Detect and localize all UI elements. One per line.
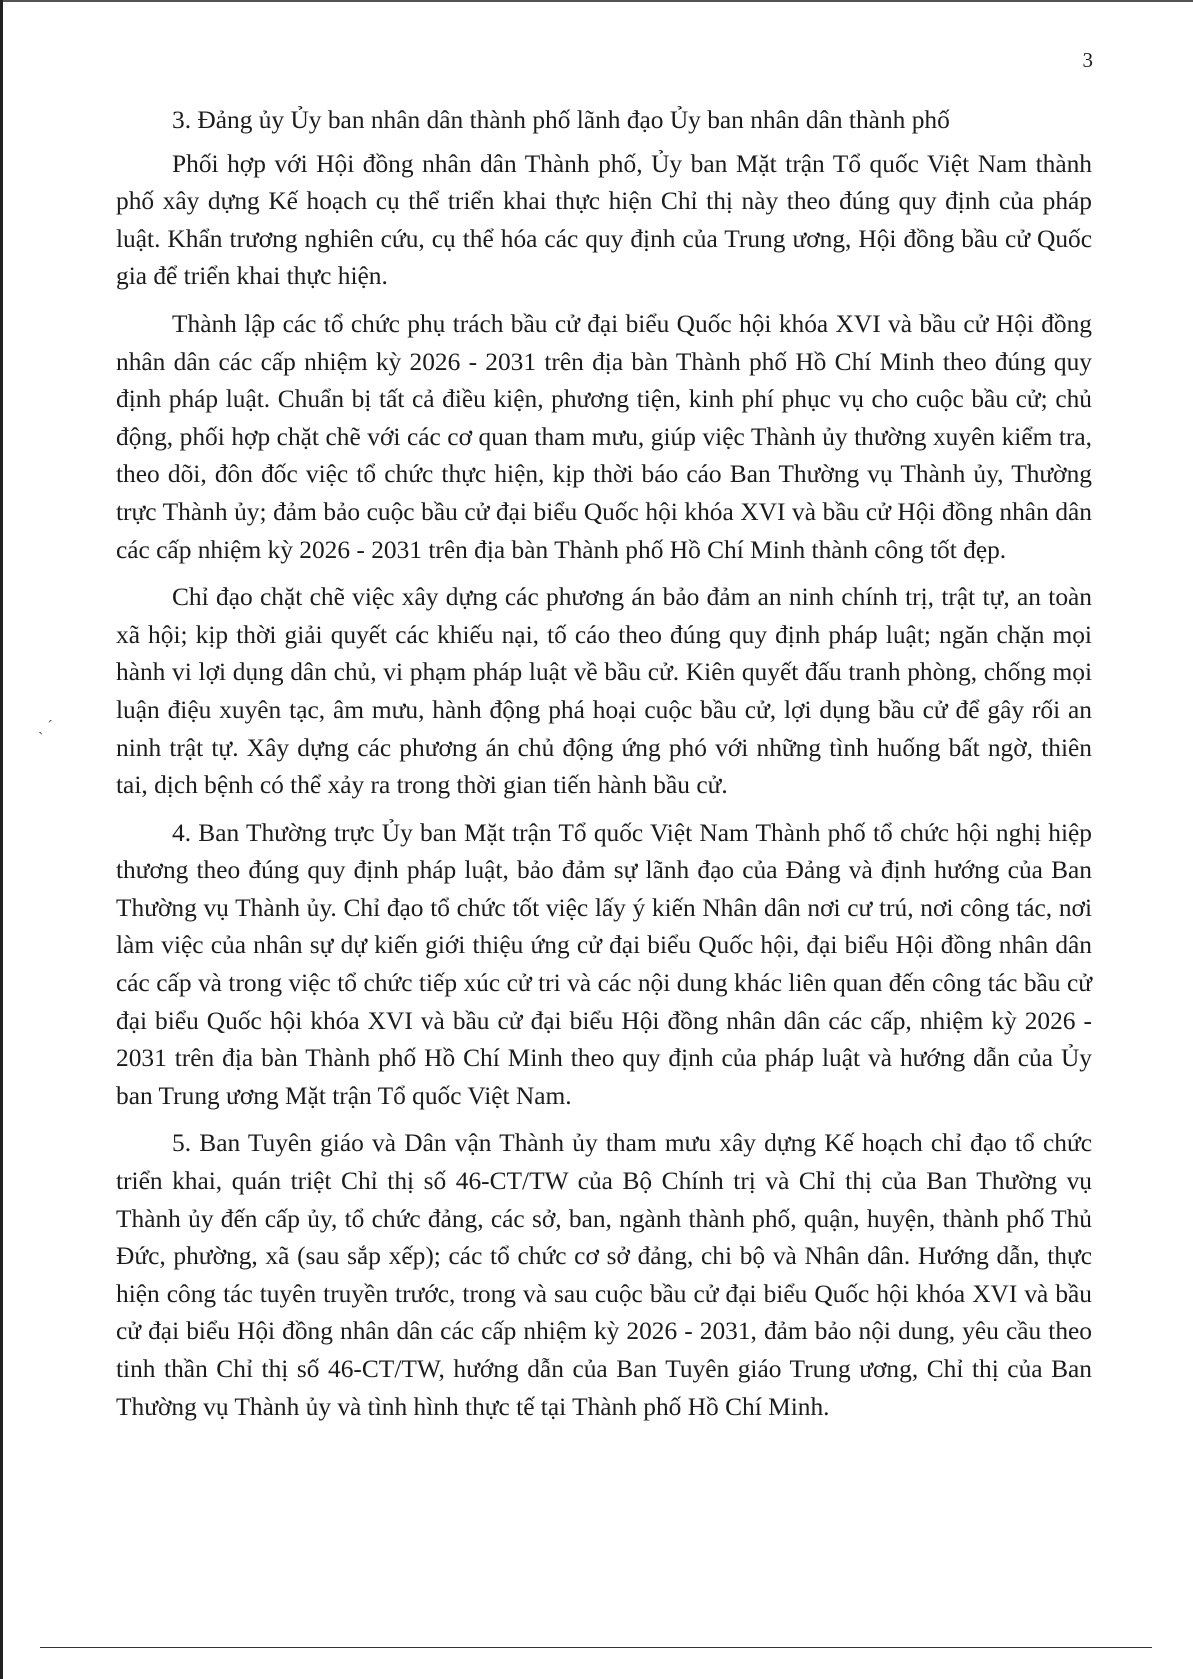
paragraph-security: Chỉ đạo chặt chẽ việc xây dựng các phương án bảo đảm an ninh chính trị, trật tự, an toàn xã hội; kịp thời giải quyết các khiếu nại, tố cáo theo đúng quy định pháp luật; ngăn chặn mọi hành vi lợi dụng dân chủ, vi phạm pháp luật về bầu cử. Kiên quyết đấu tranh phòng, chống mọi luận điệu xuyên tạc, âm mưu, hành động phá hoại cuộc bầu cử, lợi dụng bầu cử để gây rối an ninh trật tự. Xây dựng các phương án chủ động ứng phó với những tình huống bất ngờ, thiên tai, dịch bệnh có thể xảy ra trong thời gian tiến hành bầu cử. [116, 583, 1092, 800]
page-number: 3 [1082, 48, 1093, 72]
scan-speck: ˏ ˊ [38, 718, 53, 735]
paragraph-coordination: Phối hợp với Hội đồng nhân dân Thành phố, Ủy ban Mặt trận Tổ quốc Việt Nam thành phố xây dựng Kế hoạch cụ thể triển khai thực hiện Chỉ thị này theo đúng quy định của pháp luật. Khẩn trương nghiên cứu, cụ thể hóa các quy định của Trung ương, Hội đồng bầu cử Quốc gia để triển khai thực hiện. [116, 149, 1092, 291]
scan-edge-top [0, 0, 1193, 2]
scan-edge-left [0, 0, 3, 1679]
document-body [116, 102, 1092, 1436]
section-5-paragraph: 5. Ban Tuyên giáo và Dân vận Thành ủy tham mưu xây dựng Kế hoạch chỉ đạo tổ chức triển khai, quán triệt Chỉ thị số 46-CT/TW của Bộ Chính trị và Chỉ thị của Ban Thường vụ Thành ủy đến cấp ủy, tổ chức đảng, các sở, ban, ngành thành phố, quận, huyện, thành phố Thủ Đức, phường, xã (sau sắp xếp); các tổ chức cơ sở đảng, chi bộ và Nhân dân. Hướng dẫn, thực hiện công tác tuyên truyền trước, trong và sau cuộc bầu cử đại biểu Quốc hội khóa XVI và bầu cử đại biểu Hội đồng nhân dân các cấp nhiệm kỳ 2026 - 2031, đảm bảo nội dung, yêu cầu theo tinh thần Chỉ thị số 46-CT/TW, hướng dẫn của Ban Tuyên giáo Trung ương, Chỉ thị của Ban Thường vụ Thành ủy và tình hình thực tế tại Thành phố Hồ Chí Minh. [116, 1129, 1092, 1421]
paragraph-election-organizations: Thành lập các tổ chức phụ trách bầu cử đại biểu Quốc hội khóa XVI và bầu cử Hội đồng nhân dân các cấp nhiệm kỳ 2026 - 2031 trên địa bàn Thành phố Hồ Chí Minh theo đúng quy định pháp luật. Chuẩn bị tất cả điều kiện, phương tiện, kinh phí phục vụ cho cuộc bầu cử; chủ động, phối hợp chặt chẽ với các cơ quan tham mưu, giúp việc Thành ủy thường xuyên kiểm tra, theo dõi, đôn đốc việc tổ chức thực hiện, kịp thời báo cáo Ban Thường vụ Thành ủy, Thường trực Thành ủy; đảm bảo cuộc bầu cử đại biểu Quốc hội khóa XVI và bầu cử Hội đồng nhân dân các cấp nhiệm kỳ 2026 - 2031 trên địa bàn Thành phố Hồ Chí Minh thành công tốt đẹp. [116, 309, 1092, 564]
footer-rule [40, 1647, 1152, 1648]
section-4-paragraph: 4. Ban Thường trực Ủy ban Mặt trận Tổ quốc Việt Nam Thành phố tổ chức hội nghị hiệp thương theo đúng quy định pháp luật, bảo đảm sự lãnh đạo của Đảng và định hướng của Ban Thường vụ Thành ủy. Chỉ đạo tổ chức tốt việc lấy ý kiến Nhân dân nơi cư trú, nơi công tác, nơi làm việc của nhân sự dự kiến giới thiệu ứng cử đại biểu Quốc hội, đại biểu Hội đồng nhân dân các cấp và trong việc tổ chức tiếp xúc cử tri và các nội dung khác liên quan đến công tác bầu cử đại biểu Quốc hội khóa XVI và bầu cử đại biểu Hội đồng nhân dân các cấp, nhiệm kỳ 2026 - 2031 trên địa bàn Thành phố Hồ Chí Minh theo quy định của pháp luật và hướng dẫn của Ủy ban Trung ương Mặt trận Tổ quốc Việt Nam. [116, 818, 1092, 1110]
section-3-heading: 3. Đảng ủy Ủy ban nhân dân thành phố lãnh đạo Ủy ban nhân dân thành phố [172, 106, 950, 134]
